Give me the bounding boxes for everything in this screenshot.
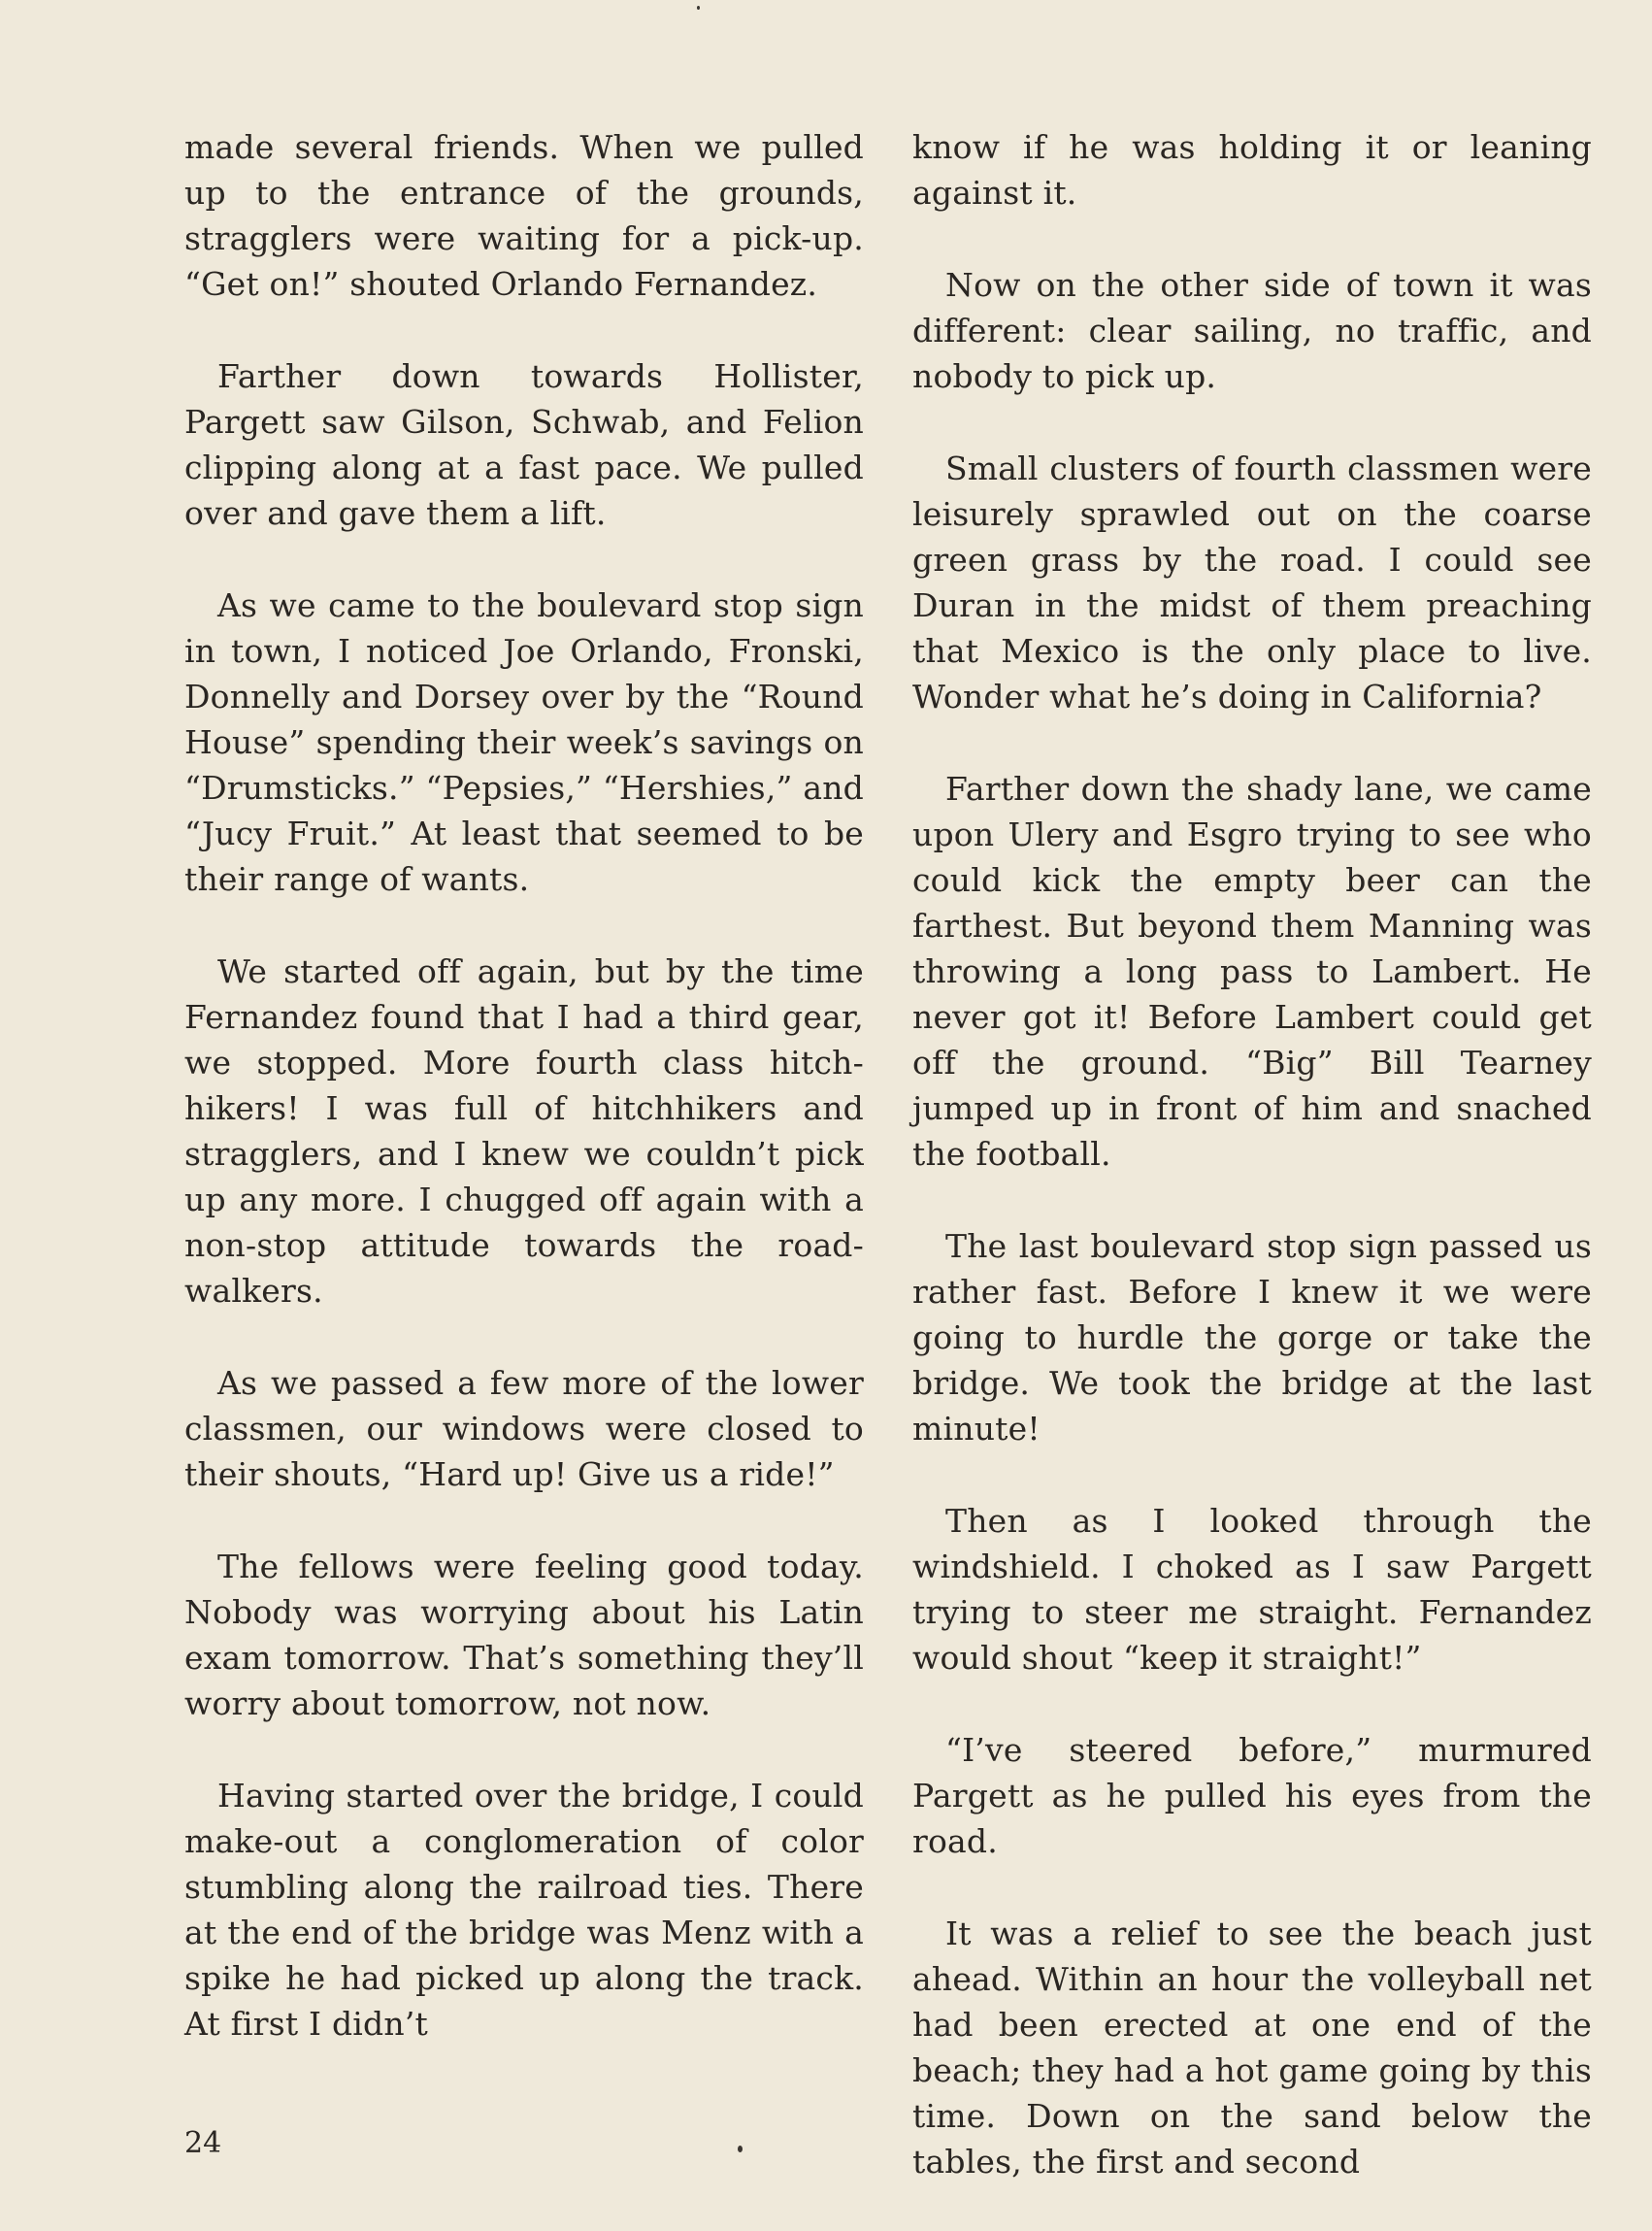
page-number: 24 bbox=[184, 2126, 222, 2160]
print-speck bbox=[697, 6, 700, 10]
paragraph: made several friends. When we pulled up to the entrance of the grounds, stragglers were waiting for a pick-up. “Get on!” shouted Orlando Fernandez. bbox=[184, 128, 864, 303]
paragraph: It was a relief to see the beach just ahead. Within an hour the volleyball net had been erected at one end of the beach; they had a hot game going by this time. Down on the sand below the tables, the first and second bbox=[912, 1915, 1592, 2181]
paragraph: As we passed a few more of the lower classmen, our windows were closed to their shouts, “Hard up! Give us a ride!” bbox=[184, 1364, 864, 1493]
paragraph: Farther down towards Hollister, Pargett saw Gilson, Schwab, and Felion clipping along at a fast pace. We pulled over and gave them a lift. bbox=[184, 357, 864, 532]
paragraph: Farther down the shady lane, we came upon Ulery and Esgro trying to see who could kick the empty beer can the farthest. But beyond them Manning was throwing a long pass to Lambert. He never got it! Before Lambert could get off the ground. “Big” Bill Tearney jumped up in front of him and snached the football. bbox=[912, 770, 1592, 1173]
left-column bbox=[184, 124, 864, 2093]
paragraph: Small clusters of fourth classmen were leisurely sprawled out on the coarse green grass by the road. I could see Duran in the midst of them preaching that Mexico is the only place to live. Wonder what he’s doing in California? bbox=[912, 450, 1592, 716]
paragraph: The fellows were feeling good today. Nobody was worrying about his Latin exam tomorrow. That’s something they’ll worry about tomorrow, not now. bbox=[184, 1548, 864, 1722]
print-speck bbox=[738, 2146, 743, 2152]
paragraph: Then as I looked through the windshield. I choked as I saw Pargett trying to steer me straight. Fernandez would shout “keep it straight!” bbox=[912, 1502, 1592, 1677]
paragraph: The last boulevard stop sign passed us rather fast. Before I knew it we were going to hurdle the gorge or take the bridge. We took the bridge at the last minute! bbox=[912, 1227, 1592, 1448]
paragraph: We started off again, but by the time Fernandez found that I had a third gear, we stopped. More fourth class hitch-hikers! I was full of hitchhikers and stragglers, and I knew we couldn’t pick up any more. I chugged off again with a non-stop attitude towards the road-walkers. bbox=[184, 952, 864, 1310]
paragraph: Now on the other side of town it was different: clear sailing, no traffic, and nobody to pick up. bbox=[912, 266, 1592, 395]
right-column bbox=[912, 124, 1592, 2231]
paragraph: Having started over the bridge, I could make-out a conglomeration of color stumbling along the railroad ties. There at the end of the bridge was Menz with a spike he had picked up along the track. At first I didn’t bbox=[184, 1777, 864, 2043]
paragraph: “I’ve steered before,” murmured Pargett as he pulled his eyes from the road. bbox=[912, 1731, 1592, 1860]
paragraph: know if he was holding it or leaning against it. bbox=[912, 128, 1592, 212]
paragraph: As we came to the boulevard stop sign in town, I noticed Joe Orlando, Fronski, Donnelly and Dorsey over by the “Round House” spending their week’s savings on “Drumsticks.” “Pepsies,” “Hershies,” and “Jucy Fruit.” At least that seemed to be their range of wants. bbox=[184, 586, 864, 898]
